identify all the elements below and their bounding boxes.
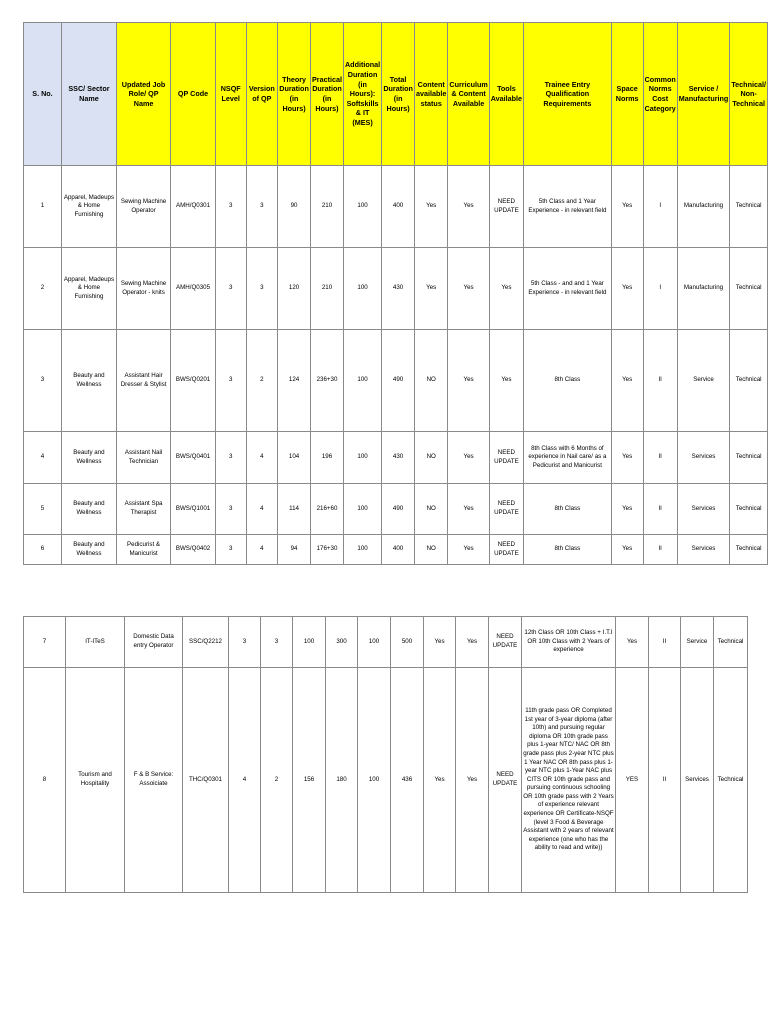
- table-cell: 8th Class: [524, 484, 612, 535]
- table-cell: 4: [246, 535, 278, 565]
- table-row: [24, 484, 768, 535]
- table-cell: II: [643, 484, 677, 535]
- table-cell: Yes: [611, 535, 643, 565]
- table-cell: Technical: [730, 166, 768, 248]
- table-cell: 6: [24, 535, 62, 565]
- table-cell: 100: [343, 166, 381, 248]
- table-cell: 3: [215, 330, 246, 432]
- table-cell: Technical: [730, 535, 768, 565]
- header-cell: Technical/ Non-Technical: [730, 23, 768, 166]
- table-cell: 490: [382, 330, 415, 432]
- header-cell: Updated Job Role/ QP Name: [116, 23, 170, 166]
- table-cell: Assistant Hair Dresser & Stylist: [116, 330, 170, 432]
- table-cell: Beauty and Wellness: [61, 330, 116, 432]
- table-cell: Yes: [415, 248, 448, 330]
- table-cell: THC/Q0301: [183, 668, 229, 893]
- table-row: [24, 330, 768, 432]
- table-cell: Yes: [611, 330, 643, 432]
- table-cell: Technical: [730, 248, 768, 330]
- table-cell: 100: [343, 330, 381, 432]
- table-cell: Yes: [611, 166, 643, 248]
- table-cell: Services: [681, 668, 714, 893]
- table-cell: NEED UPDATE: [489, 432, 523, 484]
- table-cell: 114: [278, 484, 311, 535]
- table-cell: Beauty and Wellness: [61, 535, 116, 565]
- table-row: [24, 535, 768, 565]
- table-cell: NEED UPDATE: [489, 166, 523, 248]
- table-cell: Sewing Machine Operator - knits: [116, 248, 170, 330]
- table-cell: I: [643, 248, 677, 330]
- table-cell: II: [643, 535, 677, 565]
- header-cell: Curriculum & Content Available: [448, 23, 489, 166]
- table-cell: BWS/Q0402: [171, 535, 216, 565]
- table-cell: NEED UPDATE: [489, 535, 523, 565]
- table-cell: 490: [382, 484, 415, 535]
- table-row: [24, 668, 748, 893]
- table-cell: Yes: [611, 484, 643, 535]
- header-cell: Total Duration (in Hours): [382, 23, 415, 166]
- table-cell: 436: [391, 668, 424, 893]
- table-cell: 400: [382, 535, 415, 565]
- table-cell: AMH/Q0305: [171, 248, 216, 330]
- table-cell: 100: [358, 617, 391, 668]
- table-row: [24, 248, 768, 330]
- header-cell: Version of QP: [246, 23, 278, 166]
- table-cell: 4: [246, 484, 278, 535]
- table-cell: 2: [261, 668, 293, 893]
- header-row: [24, 23, 768, 166]
- table-cell: Yes: [424, 668, 456, 893]
- table-cell: Assistant Nail Technician: [116, 432, 170, 484]
- table-cell: Technical: [714, 617, 748, 668]
- header-cell: Common Norms Cost Category: [643, 23, 677, 166]
- table-cell: Apparel, Madeups & Home Furnishing: [61, 166, 116, 248]
- table-cell: BWS/Q0401: [171, 432, 216, 484]
- table-cell: Technical: [730, 484, 768, 535]
- header-cell: Content available status: [415, 23, 448, 166]
- table-cell: 216+60: [311, 484, 344, 535]
- table-cell: Yes: [489, 330, 523, 432]
- table-cell: 11th grade pass OR Completed 1st year of 3-year diploma (after 10th) and pursuing regular diploma OR 10th grade pass plus 1-year NTC/ NAC OR 8th grade pass plus 2-year NTC plus 1 Year NAC OR 8th pass plus 1-year NTC plus 1-Year NAC plus CITS OR 10th grade pass and pursuing continuous schooling OR 10th grade pass with 2 Years of experience relevant experience OR Certificate-NSQF (level 3 Food & Beverage Assistant with 2 years of relevant experience (one who has the ability to read and write)): [522, 668, 616, 893]
- table-cell: Service: [677, 330, 730, 432]
- table-cell: 5th Class and 1 Year Experience - in relevant field: [524, 166, 612, 248]
- table-cell: 430: [382, 432, 415, 484]
- table-cell: Apparel, Madeups & Home Furnishing: [61, 248, 116, 330]
- header-cell: S. No.: [24, 23, 62, 166]
- table-cell: BWS/Q0201: [171, 330, 216, 432]
- table-cell: Services: [677, 432, 730, 484]
- table-cell: 100: [343, 535, 381, 565]
- table-cell: Yes: [611, 248, 643, 330]
- header-cell: SSC/ Sector Name: [61, 23, 116, 166]
- table-cell: Tourism and Hospitality: [66, 668, 125, 893]
- table-cell: Yes: [448, 432, 489, 484]
- table-cell: 2: [246, 330, 278, 432]
- table-cell: NEED UPDATE: [489, 617, 522, 668]
- table-cell: 100: [358, 668, 391, 893]
- table-cell: 236+30: [311, 330, 344, 432]
- table-cell: Technical: [730, 330, 768, 432]
- table-cell: 210: [311, 248, 344, 330]
- table-cell: AMH/Q0301: [171, 166, 216, 248]
- header-cell: Tools Available: [489, 23, 523, 166]
- table-cell: 3: [215, 484, 246, 535]
- table-cell: Services: [677, 484, 730, 535]
- table-cell: 196: [311, 432, 344, 484]
- table-cell: 3: [261, 617, 293, 668]
- table-cell: 100: [343, 484, 381, 535]
- table-cell: Yes: [424, 617, 456, 668]
- table-cell: SSC/Q2212: [183, 617, 229, 668]
- table-cell: 3: [246, 166, 278, 248]
- table-cell: Beauty and Wellness: [61, 432, 116, 484]
- table-cell: 12th Class OR 10th Class + I.T.I OR 10th Class with 2 Years of experience: [522, 617, 616, 668]
- table-cell: Yes: [415, 166, 448, 248]
- table-cell: 100: [293, 617, 326, 668]
- table-cell: Beauty and Wellness: [61, 484, 116, 535]
- table-cell: Yes: [616, 617, 649, 668]
- table-cell: IT-ITeS: [66, 617, 125, 668]
- header-cell: Space Norms: [611, 23, 643, 166]
- table-cell: 3: [246, 248, 278, 330]
- table-cell: 176+30: [311, 535, 344, 565]
- table-cell: 124: [278, 330, 311, 432]
- table-cell: Service: [681, 617, 714, 668]
- table-cell: Yes: [448, 166, 489, 248]
- table-cell: Services: [677, 535, 730, 565]
- table-cell: YES: [616, 668, 649, 893]
- table-cell: NEED UPDATE: [489, 484, 523, 535]
- table-cell: I: [643, 166, 677, 248]
- table-row: [24, 432, 768, 484]
- header-cell: NSQF Level: [215, 23, 246, 166]
- table-cell: 300: [326, 617, 358, 668]
- table-cell: NO: [415, 484, 448, 535]
- table-cell: Yes: [456, 668, 489, 893]
- header-cell: Trainee Entry Qualification Requirements: [524, 23, 612, 166]
- table-cell: Pedicurist & Manicurist: [116, 535, 170, 565]
- table-cell: BWS/Q1001: [171, 484, 216, 535]
- table-cell: Manufacturing: [677, 166, 730, 248]
- table-cell: 180: [326, 668, 358, 893]
- table-cell: 3: [215, 248, 246, 330]
- table-cell: II: [643, 432, 677, 484]
- table-cell: Yes: [611, 432, 643, 484]
- table-cell: 8th Class: [524, 330, 612, 432]
- table-cell: 100: [343, 432, 381, 484]
- header-cell: Practical Duration (in Hours): [311, 23, 344, 166]
- table-cell: F & B Service: Assoiciate: [125, 668, 183, 893]
- table-cell: 8: [24, 668, 66, 893]
- header-cell: Service / Manufacturing: [677, 23, 730, 166]
- table-cell: 400: [382, 166, 415, 248]
- table-cell: 4: [229, 668, 261, 893]
- table-cell: 3: [215, 535, 246, 565]
- table-cell: Yes: [448, 330, 489, 432]
- table-cell: Manufacturing: [677, 248, 730, 330]
- table-cell: 120: [278, 248, 311, 330]
- header-cell: Theory Duration (in Hours): [278, 23, 311, 166]
- table-cell: Domestic Data entry Operator: [125, 617, 183, 668]
- table-cell: Yes: [448, 535, 489, 565]
- table-cell: 5: [24, 484, 62, 535]
- header-cell: QP Code: [171, 23, 216, 166]
- table-cell: 210: [311, 166, 344, 248]
- table-cell: 3: [24, 330, 62, 432]
- table-cell: II: [643, 330, 677, 432]
- table-cell: NEED UPDATE: [489, 668, 522, 893]
- table-cell: NO: [415, 330, 448, 432]
- table-cell: NO: [415, 535, 448, 565]
- table-cell: 94: [278, 535, 311, 565]
- table-cell: 5th Class - and and 1 Year Experience - in relevant field: [524, 248, 612, 330]
- table-cell: 4: [24, 432, 62, 484]
- table-cell: 430: [382, 248, 415, 330]
- job-roles-table: [23, 22, 768, 565]
- table-cell: 3: [229, 617, 261, 668]
- table-cell: 8th Class with 6 Months of experience in Nail care/ as a Pedicurist and Manicurist: [524, 432, 612, 484]
- table-cell: Yes: [489, 248, 523, 330]
- table-cell: 1: [24, 166, 62, 248]
- table-cell: Technical: [730, 432, 768, 484]
- table-cell: 2: [24, 248, 62, 330]
- table-cell: II: [649, 617, 681, 668]
- table-cell: 100: [343, 248, 381, 330]
- table-cell: Sewing Machine Operator: [116, 166, 170, 248]
- table-cell: Yes: [448, 248, 489, 330]
- table-cell: NO: [415, 432, 448, 484]
- table-row: [24, 166, 768, 248]
- table-cell: 500: [391, 617, 424, 668]
- table-cell: 7: [24, 617, 66, 668]
- table-cell: 4: [246, 432, 278, 484]
- header-cell: Additional Duration (in Hours): Softskills & IT (MES): [343, 23, 381, 166]
- job-roles-table-continued: [23, 616, 748, 893]
- table-cell: Technical: [714, 668, 748, 893]
- table-cell: 3: [215, 166, 246, 248]
- table-row: [24, 617, 748, 668]
- table-cell: II: [649, 668, 681, 893]
- table-cell: 90: [278, 166, 311, 248]
- table-cell: 156: [293, 668, 326, 893]
- table-cell: 8th Class: [524, 535, 612, 565]
- table-cell: 3: [215, 432, 246, 484]
- table-cell: Assistant Spa Therapist: [116, 484, 170, 535]
- table-cell: 104: [278, 432, 311, 484]
- table-cell: Yes: [456, 617, 489, 668]
- table-cell: Yes: [448, 484, 489, 535]
